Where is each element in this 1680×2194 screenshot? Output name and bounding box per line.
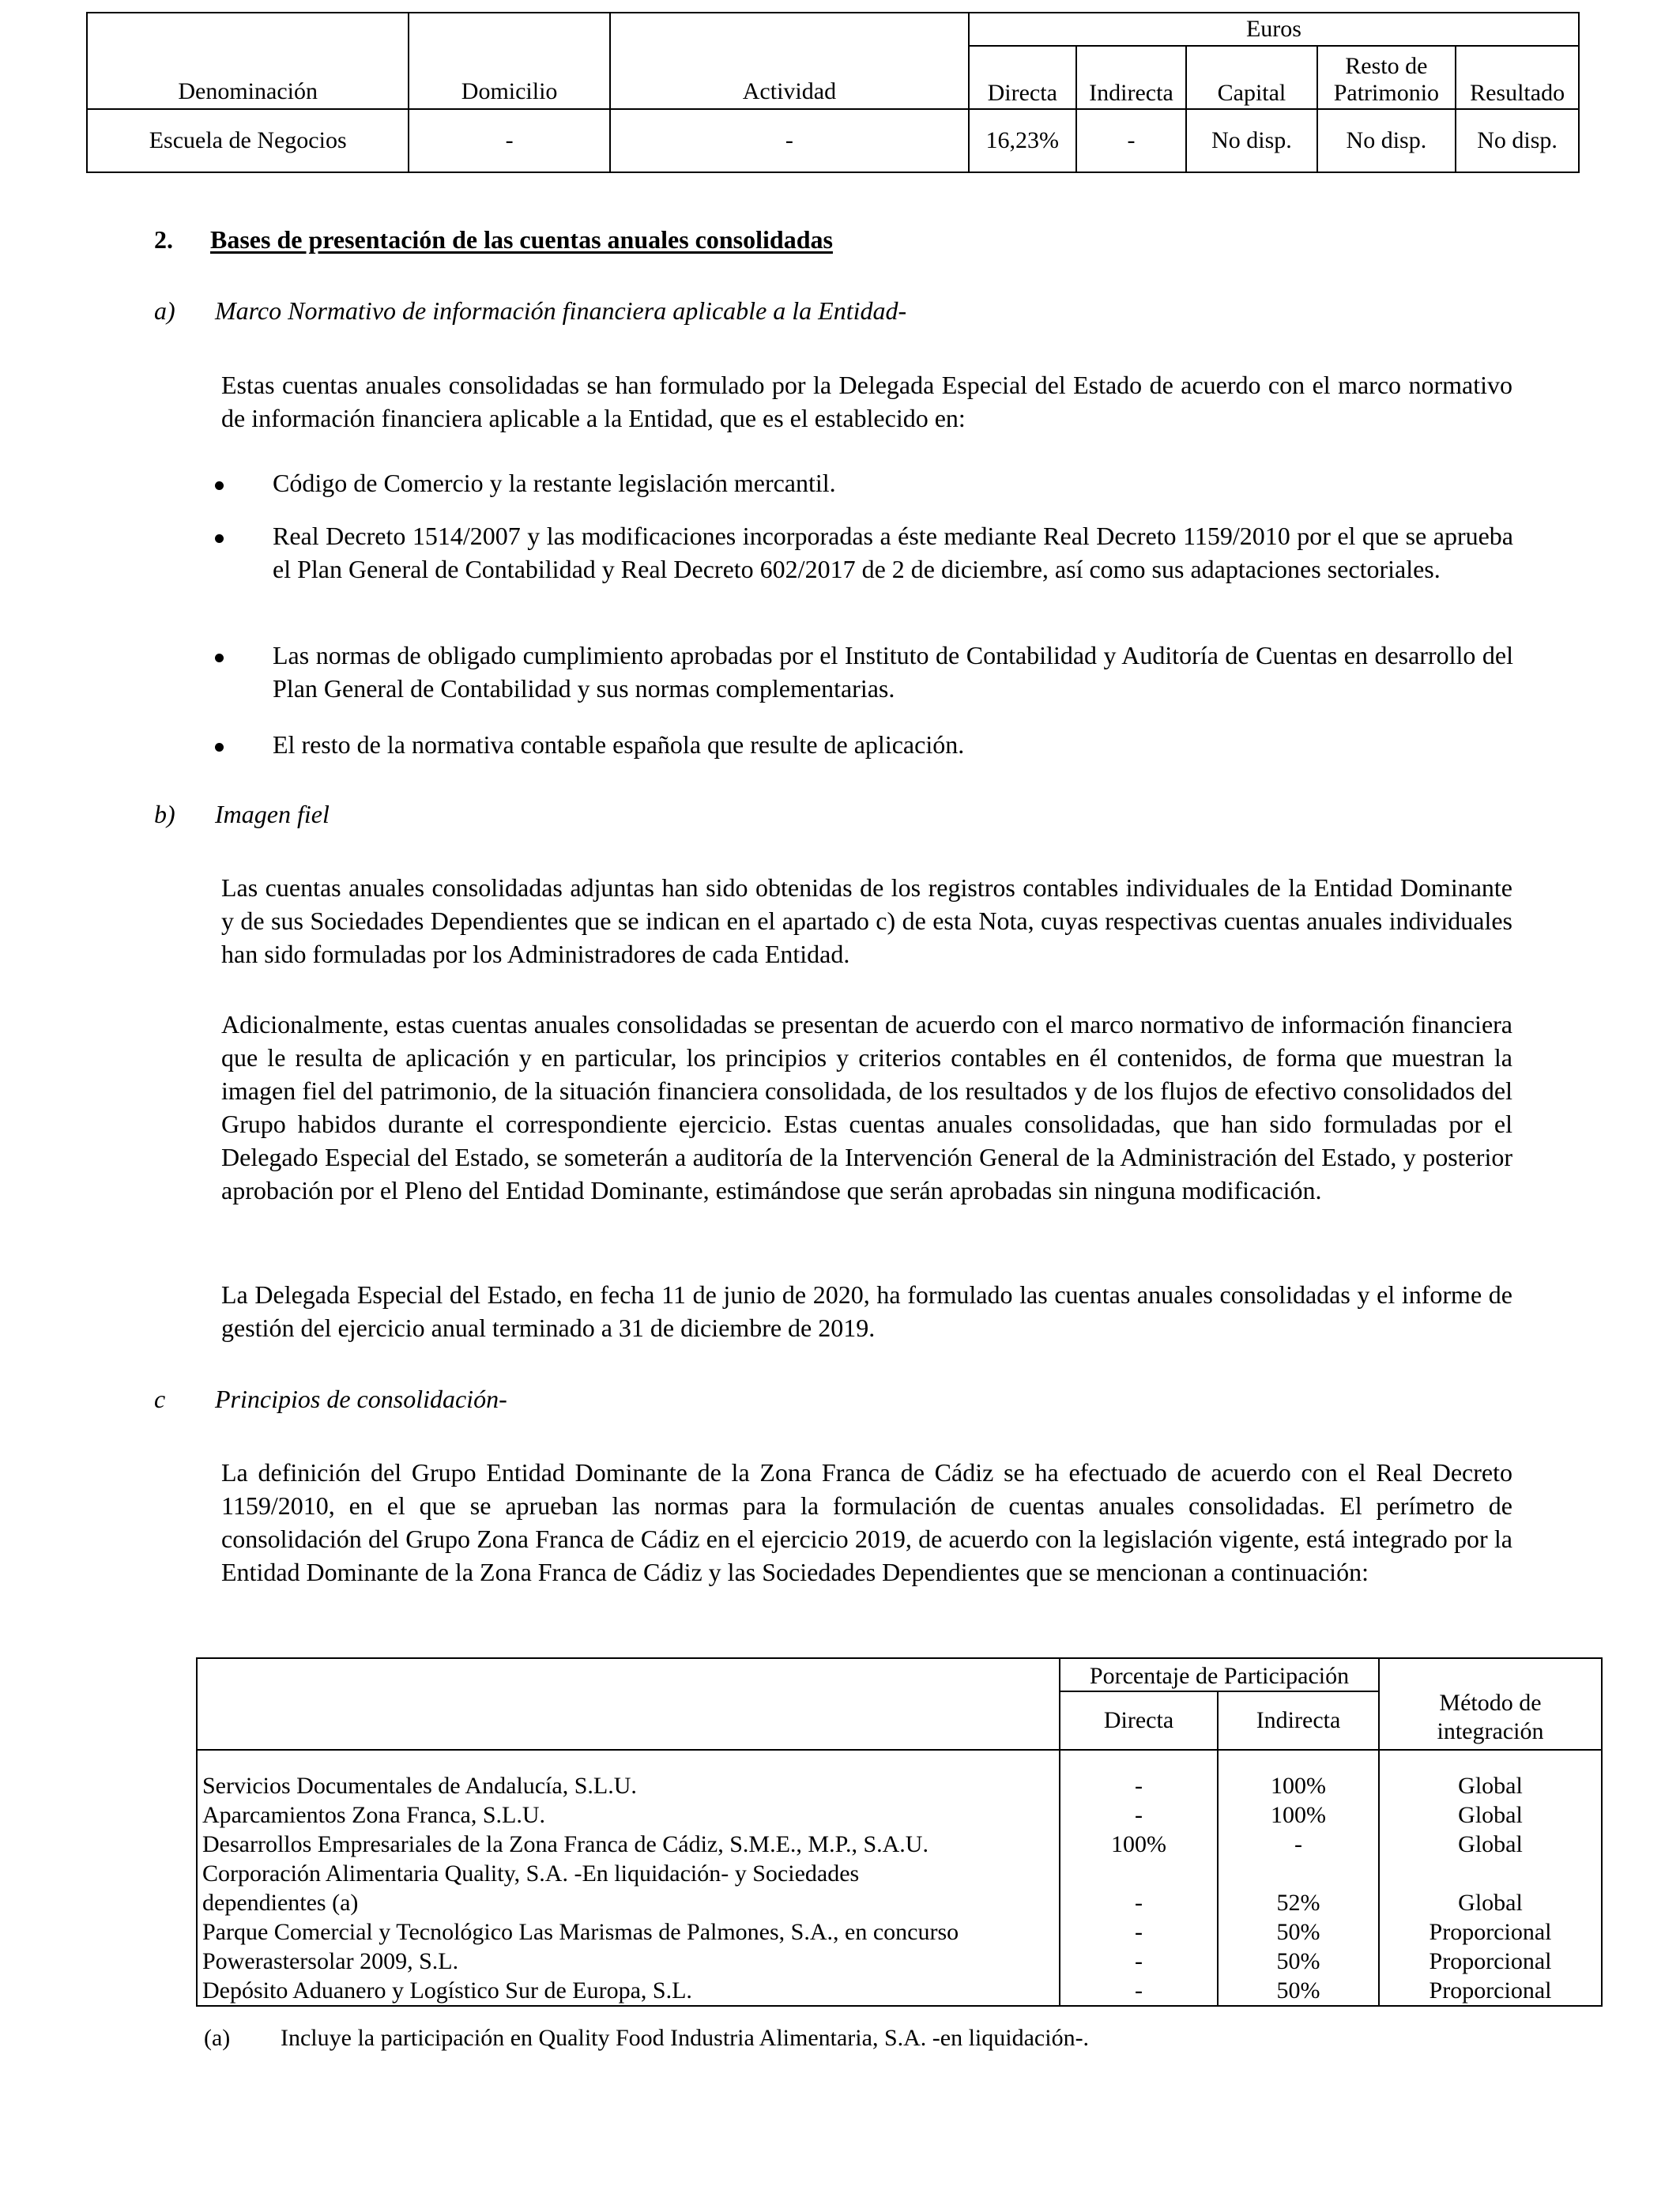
cell-indirecta: 100% xyxy=(1218,1771,1379,1800)
subsection-a-title: Marco Normativo de información financiera aplicable a la Entidad- xyxy=(215,296,907,325)
header-porcentaje: Porcentaje de Participación xyxy=(1060,1658,1379,1691)
header-metodo xyxy=(1379,1658,1602,1750)
cell-metodo: Global xyxy=(1379,1771,1602,1800)
cell-indirecta: - xyxy=(1218,1830,1379,1859)
table-row xyxy=(197,1947,1602,1976)
cell-metodo: Global xyxy=(1379,1830,1602,1859)
cell-name: Parque Comercial y Tecnológico Las Marismas de Palmones, S.A., en concurso xyxy=(197,1917,1060,1947)
subsection-b-paragraph-1: Las cuentas anuales consolidadas adjuntas han sido obtenidas de los registros contables individuales de la Entidad Dominante y de sus Sociedades Dependientes que se indican en el apartado c) de esta Nota, cuyas respectivas cuentas anuales individuales han sido formuladas por los Administradores de cada Entidad. xyxy=(221,873,1512,968)
section-title: Bases de presentación de las cuentas anuales consolidadas xyxy=(210,225,833,254)
cell-indirecta: 50% xyxy=(1218,1947,1379,1976)
header-denominacion: Denominación xyxy=(87,13,409,109)
subsection-b-title: Imagen fiel xyxy=(215,800,330,828)
cell-indirecta xyxy=(1218,1859,1379,1888)
cell-actividad: - xyxy=(610,109,969,172)
header-metodo-line2: integración xyxy=(1437,1718,1544,1744)
cell-name: Depósito Aduanero y Logístico Sur de Europa, S.L. xyxy=(197,1976,1060,2006)
bullet-item: Código de Comercio y la restante legislación mercantil. xyxy=(273,469,836,497)
cell-directa: - xyxy=(1060,1888,1218,1917)
table-row xyxy=(197,1976,1602,2006)
cell-directa: - xyxy=(1060,1771,1218,1800)
subsection-a-paragraph: Estas cuentas anuales consolidadas se han formulado por la Delegada Especial del Estado de acuerdo con el marco normativo de información financiera aplicable a la Entidad, que es el establecido en: xyxy=(221,371,1512,432)
cell-name: Corporación Alimentaria Quality, S.A. -En liquidación- y Sociedades xyxy=(197,1859,1060,1888)
bullet-item: Real Decreto 1514/2007 y las modificaciones incorporadas a éste mediante Real Decreto 1159/2010 por el que se aprueba el Plan General de Contabilidad y Real Decreto 602/2017 de 2 de diciembre, así como sus adaptaciones sectoriales. xyxy=(273,522,1513,583)
table-row xyxy=(197,1859,1602,1888)
cell-resultado: No disp. xyxy=(1456,109,1579,172)
cell-directa: - xyxy=(1060,1917,1218,1947)
cell-metodo xyxy=(1379,1859,1602,1888)
table-row xyxy=(197,1800,1602,1830)
subsection-b-paragraph-3: La Delegada Especial del Estado, en fecha 11 de junio de 2020, ha formulado las cuentas anuales consolidadas y el informe de gestión del ejercicio anual terminado a 31 de diciembre de 2019. xyxy=(221,1280,1512,1342)
cell-capital: No disp. xyxy=(1186,109,1317,172)
header-resto-line1: Resto de xyxy=(1345,53,1428,79)
cell-metodo: Proporcional xyxy=(1379,1976,1602,2006)
subsection-c-title: Principios de consolidación- xyxy=(215,1385,507,1413)
table-row xyxy=(197,1771,1602,1800)
footnote-marker: (a) xyxy=(204,2025,231,2051)
bullet-item: Las normas de obligado cumplimiento aprobadas por el Instituto de Contabilidad y Auditoría de Cuentas en desarrollo del Plan General de Contabilidad y sus normas complementarias. xyxy=(273,641,1513,703)
cell-directa: - xyxy=(1060,1947,1218,1976)
participation-table xyxy=(86,12,1580,173)
cell-directa xyxy=(1060,1859,1218,1888)
table-row xyxy=(197,1888,1602,1917)
cell-indirecta: - xyxy=(1076,109,1187,172)
cell-metodo: Global xyxy=(1379,1888,1602,1917)
cell-denominacion: Escuela de Negocios xyxy=(87,109,409,172)
cell-resto: No disp. xyxy=(1317,109,1456,172)
subsection-c-paragraph: La definición del Grupo Entidad Dominante de la Zona Franca de Cádiz se ha efectuado de acuerdo con el Real Decreto 1159/2010, en el que se aprueban las normas para la formulación de cuentas anuales consolidadas. El perímetro de consolidación del Grupo Zona Franca de Cádiz en el ejercicio 2019, de acuerdo con la legislación vigente, está integrado por la Entidad Dominante de la Zona Franca de Cádiz y las Sociedades Dependientes que se mencionan a continuación: xyxy=(221,1458,1512,1586)
cell-name: Desarrollos Empresariales de la Zona Franca de Cádiz, S.M.E., M.P., S.A.U. xyxy=(197,1830,1060,1859)
cell-name: Aparcamientos Zona Franca, S.L.U. xyxy=(197,1800,1060,1830)
subsection-b-paragraph-2: Adicionalmente, estas cuentas anuales consolidadas se presentan de acuerdo con el marco normativo de información financiera que le resulta de aplicación y en particular, los principios y criterios contables en él contenidos, de forma que muestran la imagen fiel del patrimonio, de la situación financiera consolidada, de los resultados y de los flujos de efectivo consolidados del Grupo habidos durante el correspondiente ejercicio. Estas cuentas anuales consolidadas, que han sido formuladas por el Delegado Especial del Estado, se someterán a auditoría de la Intervención General de la Administración del Estado, y posterior aprobación por el Pleno del Entidad Dominante, estimándose que serán aprobadas sin ninguna modificación. xyxy=(221,1010,1512,1204)
header-resto-patrimonio xyxy=(1317,46,1456,109)
cell-metodo: Proporcional xyxy=(1379,1917,1602,1947)
subsection-b-letter: b) xyxy=(154,800,175,828)
bullet-icon xyxy=(215,481,224,490)
bullet-icon xyxy=(215,534,224,543)
header-euros: Euros xyxy=(969,13,1579,46)
table-row xyxy=(197,1917,1602,1947)
header-metodo-line1: Método de xyxy=(1439,1690,1542,1716)
header-indirecta: Indirecta xyxy=(1218,1691,1379,1750)
cell-name: Servicios Documentales de Andalucía, S.L.U. xyxy=(197,1771,1060,1800)
cell-indirecta: 50% xyxy=(1218,1917,1379,1947)
cell-metodo: Global xyxy=(1379,1800,1602,1830)
header-domicilio: Domicilio xyxy=(409,13,610,109)
cell-directa: 16,23% xyxy=(969,109,1076,172)
header-resto-line2: Patrimonio xyxy=(1333,80,1440,106)
header-directa: Directa xyxy=(1060,1691,1218,1750)
table-row xyxy=(87,109,1579,172)
subsection-a-letter: a) xyxy=(154,296,175,325)
header-actividad: Actividad xyxy=(610,13,969,109)
cell-domicilio: - xyxy=(409,109,610,172)
cell-name: Powerastersolar 2009, S.L. xyxy=(197,1947,1060,1976)
cell-name: dependientes (a) xyxy=(197,1888,1060,1917)
cell-indirecta: 50% xyxy=(1218,1976,1379,2006)
bullet-icon xyxy=(215,743,224,752)
section-number: 2. xyxy=(154,225,173,254)
header-capital: Capital xyxy=(1186,46,1317,109)
cell-metodo: Proporcional xyxy=(1379,1947,1602,1976)
footnote-text: Incluye la participación en Quality Food Industria Alimentaria, S.A. -en liquidación-. xyxy=(281,2025,1090,2051)
header-indirecta: Indirecta xyxy=(1076,46,1187,109)
cell-indirecta: 52% xyxy=(1218,1888,1379,1917)
bullet-item: El resto de la normativa contable española que resulte de aplicación. xyxy=(273,730,965,759)
header-directa: Directa xyxy=(969,46,1076,109)
bullet-icon xyxy=(215,654,224,662)
cell-directa: - xyxy=(1060,1800,1218,1830)
header-resultado: Resultado xyxy=(1456,46,1579,109)
subsection-c-letter: c xyxy=(154,1385,166,1413)
cell-indirecta: 100% xyxy=(1218,1800,1379,1830)
table-row xyxy=(197,1830,1602,1859)
cell-directa: 100% xyxy=(1060,1830,1218,1859)
consolidation-table xyxy=(196,1657,1603,2007)
cell-directa: - xyxy=(1060,1976,1218,2006)
